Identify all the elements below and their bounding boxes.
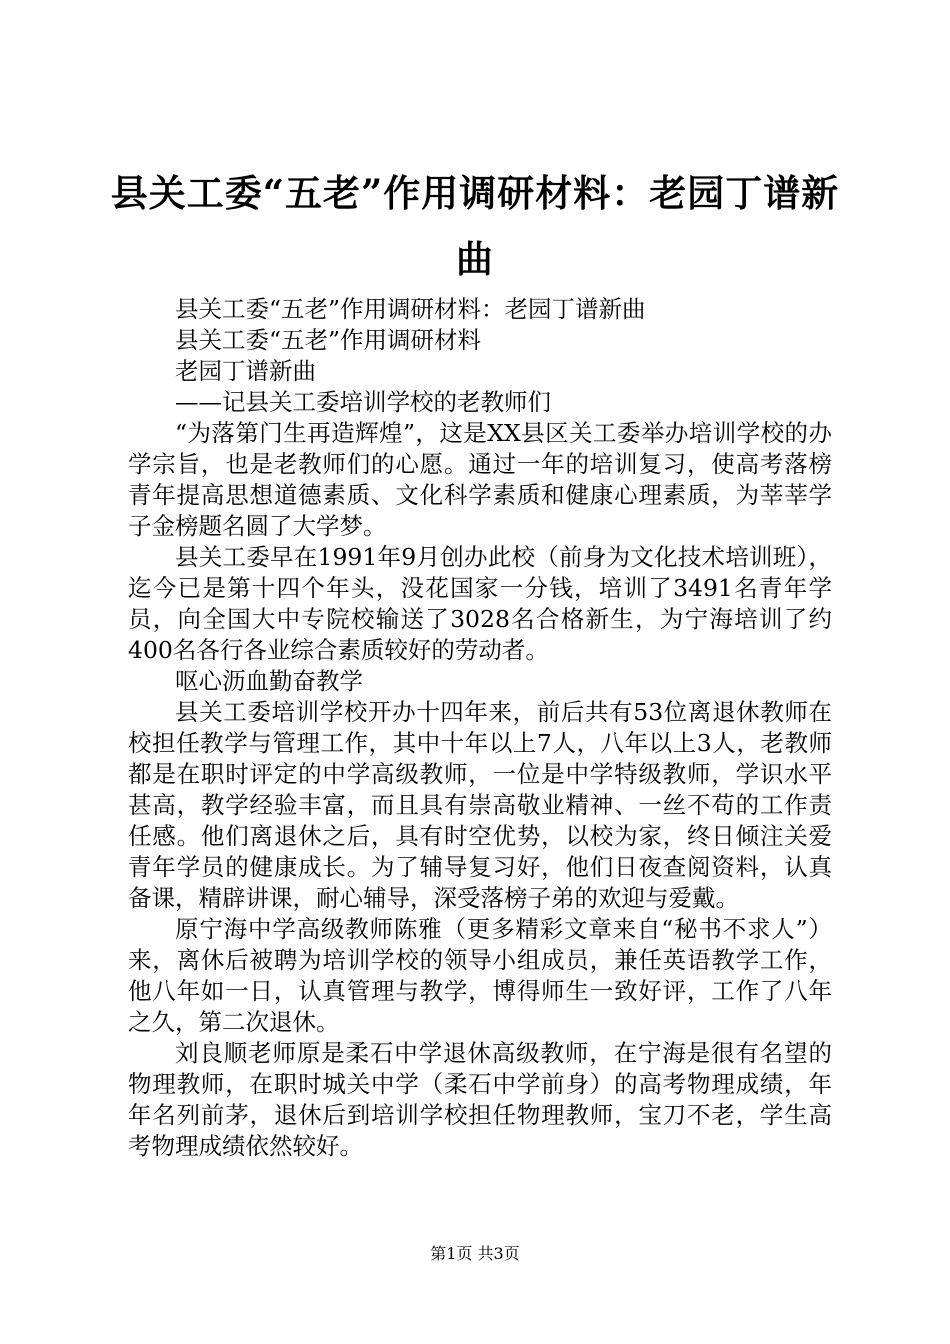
paragraph: 县关工委早在1991年9月创办此校（前身为文化技术培训班），迄今已是第十四个年头，没花国家一分钱，培训了3491名青年学员，向全国大中专院校输送了3028名合格新生，为宁海培训了约400名各行各业综合素质较好的劳动者。 (128, 543, 832, 664)
paragraph: 县关工委“五老”作用调研材料：老园丁谱新曲 (175, 295, 646, 323)
paragraph: ——记县关工委培训学校的老教师们 (175, 388, 551, 416)
paragraph: 县关工委“五老”作用调研材料 (175, 326, 482, 354)
paragraph: 老园丁谱新曲 (175, 357, 316, 385)
section-heading: 呕心沥血勤奋教学 (175, 667, 363, 695)
page-number-footer: 第1页 共3页 (430, 1244, 520, 1263)
paragraph: 原宁海中学高级教师陈雅（更多精彩文章来自“秘书不求人”）来，离休后被聘为培训学校的领导小组成员，兼任英语教学工作，他八年如一日，认真管理与教学，博得师生一致好评，工作了八年之久，第二次退休。 (128, 915, 832, 1036)
document-title: 县关工委“五老”作用调研材料：老园丁谱新曲 (110, 171, 840, 281)
paragraph: 刘良顺老师原是柔石中学退休高级教师，在宁海是很有名望的物理教师，在职时城关中学（柔石中学前身）的高考物理成绩，年年名列前茅，退休后到培训学校担任物理教师，宝刀不老，学生高考物理成绩依然较好。 (128, 1039, 832, 1160)
paragraph: 县关工委培训学校开办十四年来，前后共有53位离退休教师在校担任教学与管理工作，其中十年以上7人，八年以上3人，老教师都是在职时评定的中学高级教师，一位是中学特级教师，学识水平甚高，教学经验丰富，而且具有崇高敬业精神、一丝不苟的工作责任感。他们离退休之后，具有时空优势，以校为家，终日倾注关爱青年学员的健康成长。为了辅导复习好，他们日夜查阅资料，认真备课，精辟讲课，耐心辅导，深受落榜子弟的欢迎与爱戴。 (128, 698, 832, 912)
document-body (128, 294, 832, 1162)
paragraph: “为落第门生再造辉煌”，这是XX县区关工委举办培训学校的办学宗旨，也是老教师们的心愿。通过一年的培训复习，使高考落榜青年提高思想道德素质、文化科学素质和健康心理素质，为莘莘学子金榜题名圆了大学梦。 (128, 419, 832, 540)
